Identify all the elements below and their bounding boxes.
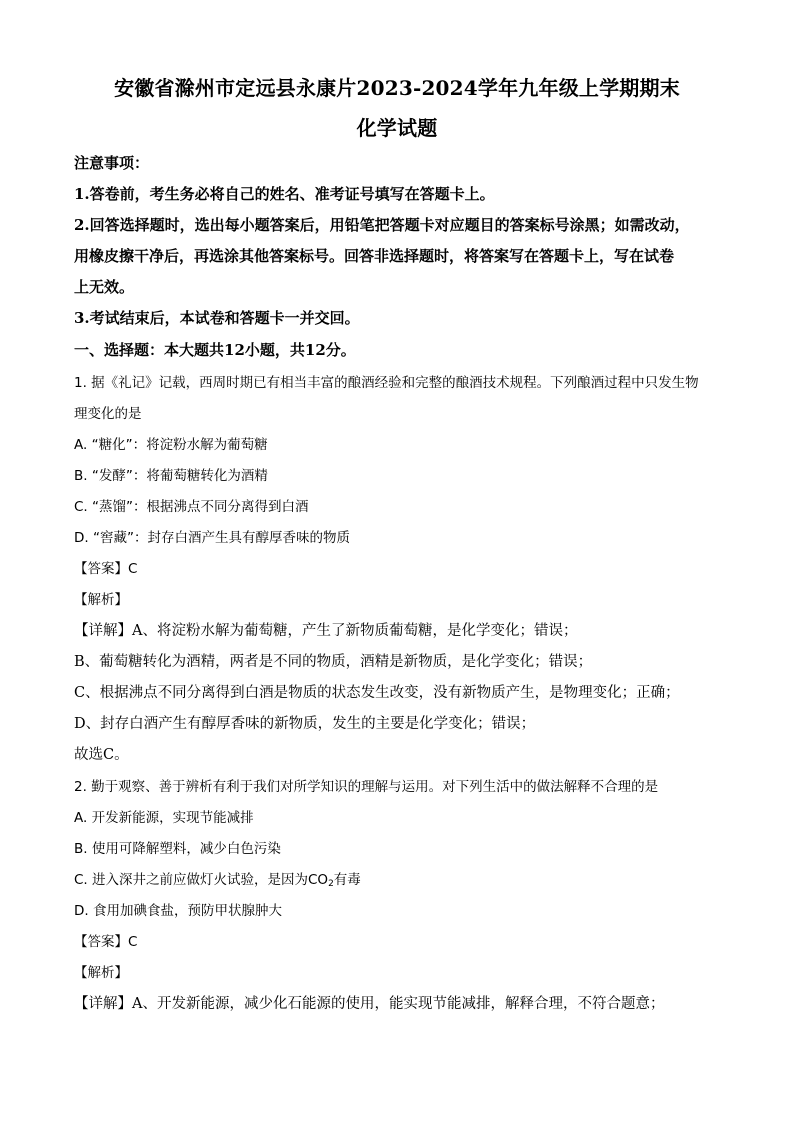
- question-1-detail: D、封存白酒产生有醇厚香味的新物质，发生的主要是化学变化；错误；: [74, 716, 536, 732]
- question-2-detail: 【详解】A、开发新能源，减少化石能源的使用，能实现节能减排，解释合理，不符合题意；: [74, 996, 665, 1012]
- exam-subtitle: 化学试题: [356, 116, 438, 140]
- option-c-text-end: 有毒: [333, 872, 361, 888]
- question-1-detail: 【详解】A、将淀粉水解为葡萄糖，产生了新物质葡萄糖，是化学变化；错误；: [74, 623, 578, 639]
- question-2-option-c: [74, 868, 361, 889]
- question-2-option-d: D. 食用加碘食盐，预防甲状腺肿大: [74, 903, 282, 919]
- question-2-option-b: B. 使用可降解塑料，减少白色污染: [74, 841, 281, 857]
- question-2-stem: 2. 勤于观察、善于辨析有利于我们对所学知识的理解与运用。对下列生活中的做法解释不合理的是: [74, 779, 659, 795]
- notice-heading: 注意事项：: [74, 154, 150, 172]
- question-1-option-b: B. “发酵”：将葡萄糖转化为酒精: [74, 468, 268, 484]
- option-c-text: C. 进入深井之前应做灯火试验，是因为CO: [74, 872, 329, 888]
- question-2-option-a: A. 开发新能源，实现节能减排: [74, 810, 254, 826]
- section-heading: 一、选择题：本大题共12小题，共12分。: [74, 341, 356, 359]
- notice-item: 2.回答选择题时，选出每小题答案后，用铅笔把答题卡对应题目的答案标号涂黑；如需改动，: [74, 216, 690, 234]
- question-1-option-d: D. “窖藏”：封存白酒产生具有醇厚香味的物质: [74, 530, 350, 546]
- question-1-analysis-label: 【解析】: [74, 592, 128, 608]
- question-1-stem-cont: 理变化的是: [74, 406, 142, 422]
- question-1-detail: B、葡萄糖转化为酒精，两者是不同的物质，酒精是新物质，是化学变化；错误；: [74, 654, 593, 670]
- notice-item: 上无效。: [74, 278, 135, 296]
- question-1-option-c: C. “蒸馏”：根据沸点不同分离得到白酒: [74, 499, 309, 515]
- question-1-detail: C、根据沸点不同分离得到白酒是物质的状态发生改变，没有新物质产生，是物理变化；正确；: [74, 685, 680, 701]
- question-1-stem: 1. 据《礼记》记载，西周时期已有相当丰富的酿酒经验和完整的酿酒技术规程。下列酿酒过程中只发生物: [74, 375, 699, 391]
- notice-item: 3.考试结束后，本试卷和答题卡一并交回。: [74, 309, 360, 327]
- question-2-answer: 【答案】C: [74, 934, 138, 950]
- question-2-analysis-label: 【解析】: [74, 965, 128, 981]
- question-1-conclusion: 故选C。: [74, 747, 129, 763]
- notice-item: 1.答卷前，考生务必将自己的姓名、准考证号填写在答题卡上。: [74, 185, 495, 203]
- question-1-option-a: A. “糖化”：将淀粉水解为葡萄糖: [74, 437, 268, 453]
- co2-subscript: 2: [328, 879, 334, 889]
- exam-title: 安徽省滁州市定远县永康片2023-2024学年九年级上学期期末: [114, 76, 680, 100]
- question-1-answer: 【答案】C: [74, 561, 138, 577]
- notice-item: 用橡皮擦干净后，再选涂其他答案标号。回答非选择题时，将答案写在答题卡上，写在试卷: [74, 247, 675, 265]
